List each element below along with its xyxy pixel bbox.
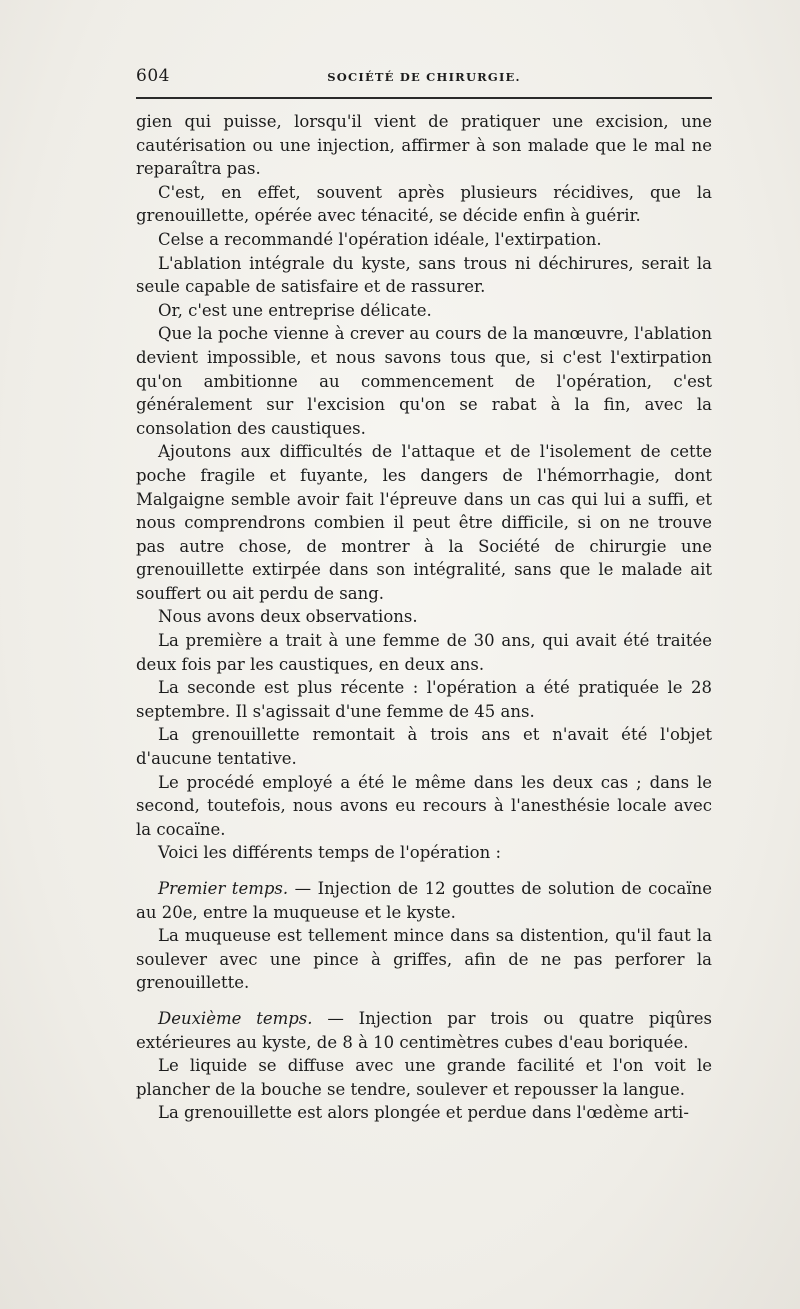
step-paragraph-2	[136, 1007, 712, 1054]
paragraph: Ajoutons aux difficultés de l'attaque et de l'isolement de cette poche fragile et fuyante, les dangers de l'hémorrhagie, dont Malgaigne semble avoir fait l'épreuve dans un cas qui lui a suffi, et nous comprendrons combien il peut être difficile, si on ne trouve pas autre chose, de montrer à la Société de chirurgie une grenouillette extirpée dans son intégralité, sans que le malade ait souffert ou ait perdu de sang.	[136, 442, 712, 603]
paragraph: gien qui puisse, lorsqu'il vient de pratiquer une excision, une cautérisation ou une injection, affirmer à son malade que le mal ne reparaîtra pas.	[136, 112, 712, 179]
step-text: — Injection de 12 gouttes de solution de cocaïne au 20e, entre la muqueuse et le kyste.	[136, 879, 713, 922]
paragraph: Le liquide se diffuse avec une grande facilité et l'on voit le plancher de la bouche se tendre, soulever et repousser la langue.	[136, 1056, 712, 1099]
step-paragraph-1	[136, 877, 712, 924]
paragraph: Or, c'est une entreprise délicate.	[158, 300, 432, 320]
paragraph: La grenouillette remontait à trois ans et n'avait été l'objet d'aucune tentative.	[136, 725, 712, 769]
paragraph: La grenouillette est alors plongée et perdue dans l'œdème arti-	[158, 1103, 689, 1123]
page-number: 604	[136, 66, 170, 86]
paragraph: C'est, en effet, souvent après plusieurs récidives, que la grenouillette, opérée avec ténacité, se décide enfin à guérir.	[136, 182, 712, 226]
body-text	[136, 110, 712, 1125]
paragraph: Le procédé employé a été le même dans les deux cas ; dans le second, toutefois, nous avons eu recours à l'anesthésie locale avec la cocaïne.	[136, 772, 712, 839]
paragraph: Celse a recommandé l'opération idéale, l'extirpation.	[158, 229, 602, 249]
page-header	[136, 66, 712, 92]
running-head: SOCIÉTÉ DE CHIRURGIE.	[327, 70, 521, 84]
header-rule	[136, 97, 712, 99]
paragraph: Que la poche vienne à crever au cours de la manœuvre, l'ablation devient impossible, et nous savons tous que, si c'est l'extirpation qu'on ambitionne au commencement de l'opération, c'est généralement sur l'excision qu'on se rabat à la fin, avec la consolation des caustiques.	[136, 324, 712, 438]
step-label: Deuxième temps.	[158, 1008, 313, 1028]
paragraph: La première a trait à une femme de 30 ans, qui avait été traitée deux fois par les caustiques, en deux ans.	[136, 631, 712, 674]
paragraph: L'ablation intégrale du kyste, sans trous ni déchirures, serait la seule capable de satisfaire et de rassurer.	[136, 253, 712, 297]
paragraph: La muqueuse est tellement mince dans sa distention, qu'il faut la soulever avec une pince à griffes, afin de ne pas perforer la grenouillette.	[136, 926, 712, 993]
paragraph: Voici les différents temps de l'opération :	[158, 843, 502, 863]
paragraph: Nous avons deux observations.	[158, 607, 418, 627]
step-label: Premier temps.	[158, 879, 289, 898]
step-text: — Injection par trois ou quatre piqûres extérieures au kyste, de 8 à 10 centimètres cubes d'eau boriquée.	[136, 1008, 712, 1052]
paragraph: La seconde est plus récente : l'opération a été pratiquée le 28 septembre. Il s'agissait d'une femme de 45 ans.	[136, 678, 712, 721]
